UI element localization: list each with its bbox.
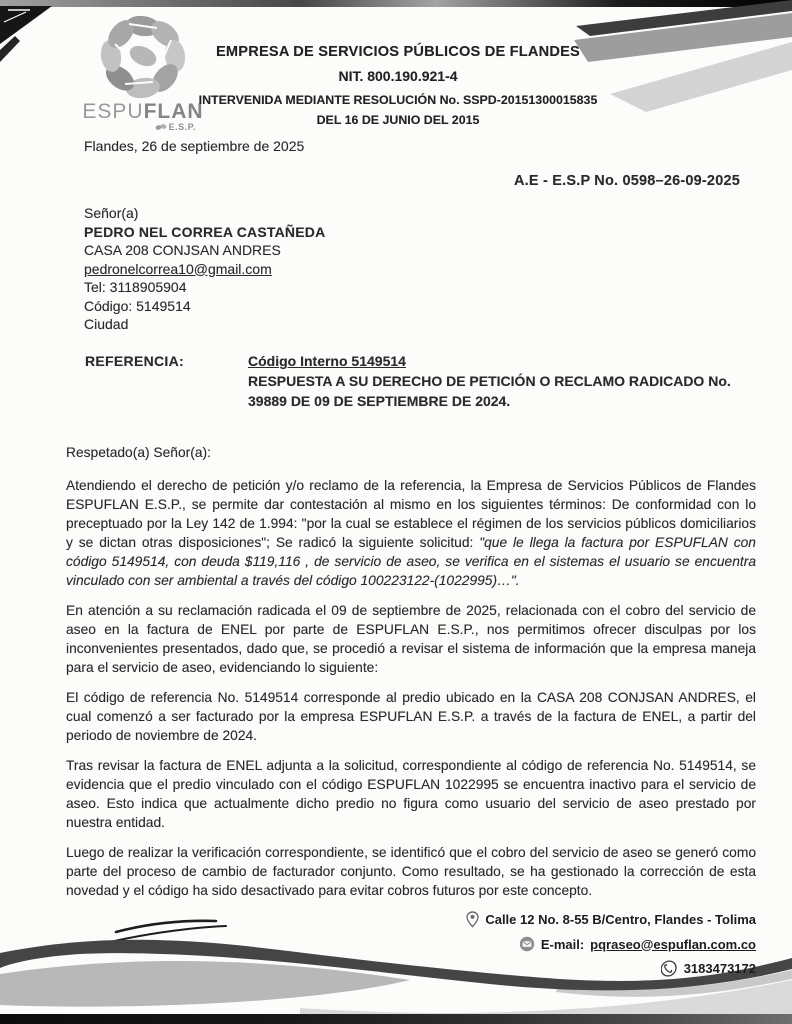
reference-subject-code: Código Interno 5149514: [248, 353, 406, 369]
company-name: EMPRESA DE SERVICIOS PÚBLICOS DE FLANDES: [216, 44, 580, 60]
location-pin-icon: [466, 911, 479, 928]
recipient-city: Ciudad: [84, 316, 129, 332]
recipient-salutation: Señor(a): [84, 205, 139, 221]
quoted-request: "que le llega la factura por ESPUFLAN con código 5149514, con deuda $119,116 , de servicio de aseo, se verifica en el sistemas el usuario se encuentra vinculado con ser ambiental a través del código 100223122-(1022995)…".: [66, 535, 756, 588]
leaf-ball-icon: [95, 12, 191, 104]
date-line: Flandes, 26 de septiembre de 2025: [84, 138, 305, 154]
reference-label: REFERENCIA:: [85, 353, 184, 369]
recipient-code: Código: 5149514: [84, 297, 191, 314]
footer-contact-block: [466, 911, 756, 985]
paragraph-4: Tras revisar la factura de ENEL adjunta a la solicitud, correspondiente al código de referencia No. 5149514, se evidencia que el predio vinculado con el código ESPUFLAN 1022995 se encuentra inactivo para el servicio de aseo. Esto indica que actualmente dicho predio no figura como usuario del servicio de aseo prestado por nuestra entidad.: [66, 758, 756, 830]
recipient-name: PEDRO NEL CORREA CASTAÑEDA: [84, 223, 326, 240]
footer-email-link[interactable]: pqraseo@espuflan.com.co: [590, 936, 756, 952]
email-icon: [519, 936, 535, 952]
recipient-block: [84, 204, 325, 334]
footer-email-line: [466, 936, 756, 952]
footer-address: Calle 12 No. 8-55 B/Centro, Flandes - Tolima: [485, 912, 756, 927]
footer-email-label: E-mail:: [540, 936, 585, 952]
intervention-resolution-line2: DEL 16 DE JUNIO DEL 2015: [316, 113, 480, 127]
bottom-edge-scan-artifact: [0, 1014, 792, 1024]
footer-phone: 3183473172: [683, 961, 756, 976]
paragraph-5: Luego de realizar la verificación correspondiente, se identificó que el cobro del servicio de aseo se generó como parte del proceso de cambio de facturador conjunto. Como resultado, se ha gestionado la corrección de esta novedad y el código ha sido desactivado para evitar cobros futuros por este concepto.: [66, 845, 756, 898]
reference-subject-text: RESPUESTA A SU DERECHO DE PETICIÓN O RECLAMO RADICADO No. 39889 DE 09 DE SEPTIEMBRE DE 2024.: [248, 373, 731, 409]
phone-icon: [661, 960, 678, 977]
paragraph-3: El código de referencia No. 5149514 corresponde al predio ubicado en la CASA 208 CONJSAN ANDRES, el cual comenzó a ser facturado por la empresa ESPUFLAN E.S.P. a través de la factura de ENEL, a partir del periodo de noviembre de 2024.: [66, 690, 756, 743]
footer-phone-line: [466, 960, 756, 977]
logo-esp-label: E.S.P.: [155, 122, 196, 132]
paragraph-2: En atención a su reclamación radicada el 09 de septiembre de 2025, relacionada con el cobro del servicio de aseo en la factura de ENEL por parte de ESPUFLAN E.S.P., nos permitimos ofrecer disculpas por los inconvenientes presentados, dado que, se procedió a revisar el sistema de información que la empresa maneja para el servicio de aseo, evidenciando lo siguiente:: [66, 603, 756, 675]
logo-wordmark-prefix: ESPU: [82, 100, 144, 123]
letter-body: [66, 443, 756, 900]
paragraph-1-normal: Atendiendo el derecho de petición y/o reclamo de la referencia, la Empresa de Servicios Públicos de Flandes ESPUFLAN E.S.P., se permite dar contestación al mismo en los siguientes términos: De conformidad con lo preceptuado por la Ley 142 de 1.994: "por la cual se establece el régimen de los servicios públicos domiciliarios y se dictan otras disposiciones"; Se radicó la siguiente solicitud:: [66, 478, 756, 550]
recipient-phone: Tel: 3118905904: [84, 279, 187, 295]
recipient-address: CASA 208 CONJSAN ANDRES: [84, 242, 281, 258]
top-left-corner-artifact: [0, 0, 72, 72]
file-number: A.E - E.S.P No. 0598–26-09-2025: [514, 173, 740, 189]
logo-wordmark-suffix: FLAN: [143, 100, 204, 123]
greeting: Respetado(a) Señor(a):: [66, 445, 211, 460]
letterhead: [186, 44, 610, 127]
footer-address-line: [466, 911, 756, 928]
intervention-resolution-line1: INTERVENIDA MEDIANTE RESOLUCIÓN No. SSPD-20151300015835: [198, 93, 598, 107]
logo-mini-leaf-icon: [155, 123, 167, 131]
recipient-email-link[interactable]: pedronelcorrea10@gmail.com: [84, 260, 272, 277]
paragraph-1: [66, 476, 756, 590]
reference-content: [248, 351, 758, 411]
company-nit: NIT. 800.190.921-4: [338, 68, 458, 84]
